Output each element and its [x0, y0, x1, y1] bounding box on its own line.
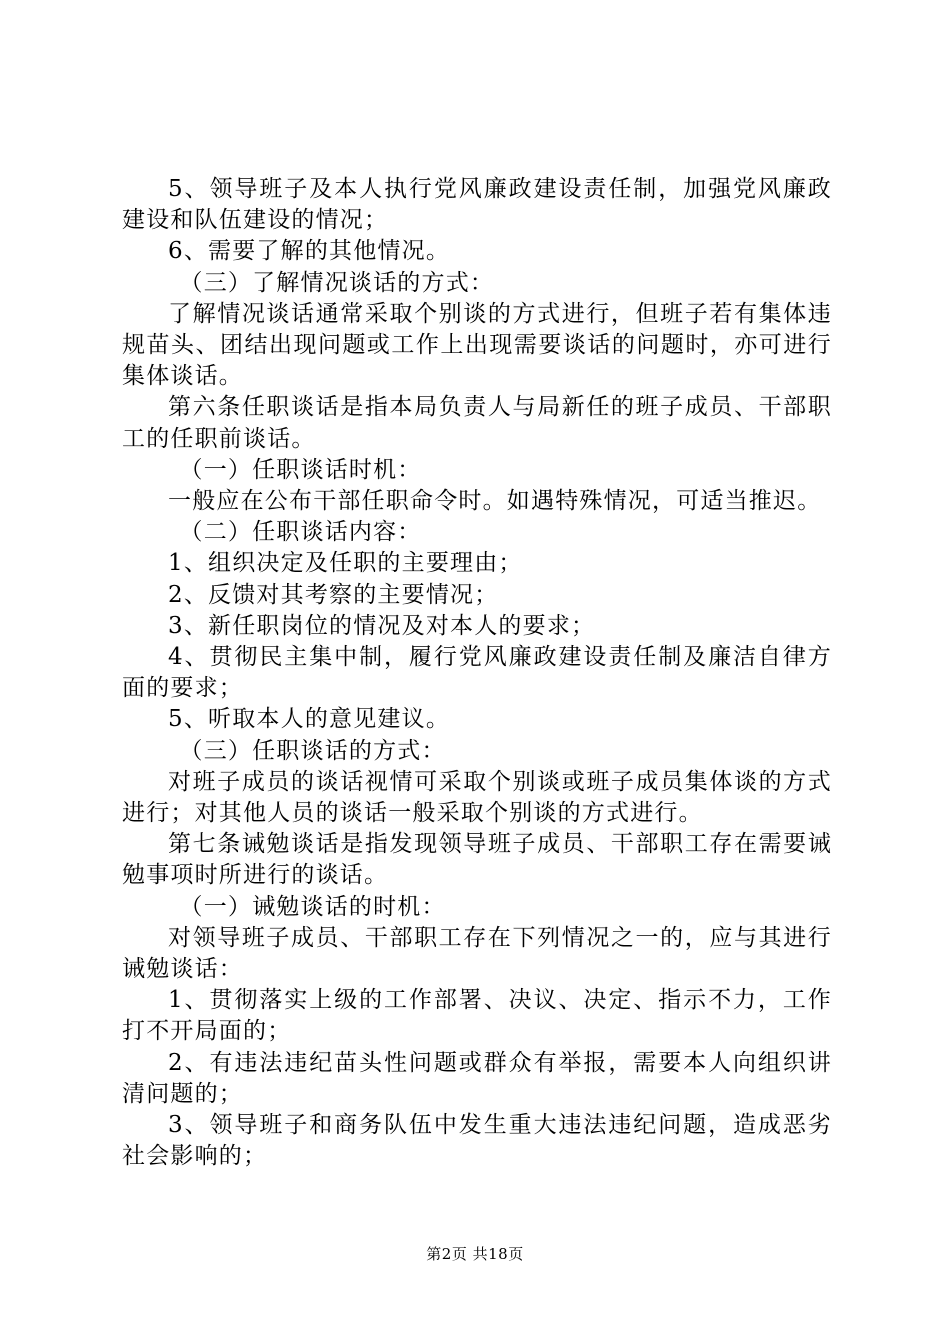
paragraph: 6、需要了解的其他情况。: [168, 238, 451, 265]
list-item: 1、组织决定及任职的主要理由；: [168, 550, 523, 577]
section-heading: （三）任职谈话的方式：: [179, 737, 446, 764]
document-body: [122, 174, 832, 1173]
list-item: 2、反馈对其考察的主要情况；: [168, 581, 499, 608]
paragraph: 对班子成员的谈话视情可采取个别谈或班子成员集体谈的方式进行；对其他人员的谈话一般采取个别谈的方式进行。: [122, 768, 832, 827]
page-number: 第2页 共18页: [426, 1245, 524, 1263]
list-item: 3、领导班子和商务队伍中发生重大违法违纪问题，造成恶劣社会影响的；: [122, 1112, 832, 1170]
paragraph: 一般应在公布干部任职命令时。如遇特殊情况，可适当推迟。: [168, 488, 822, 515]
list-item: 1、贯彻落实上级的工作部署、决议、决定、指示不力，工作打不开局面的；: [122, 987, 832, 1045]
article-paragraph: 第六条任职谈话是指本局负责人与局新任的班子成员、干部职工的任职前谈话。: [122, 394, 832, 452]
section-heading: （二）任职谈话内容：: [179, 519, 422, 546]
page-footer: [0, 1244, 950, 1264]
list-item: 3、新任职岗位的情况及对本人的要求；: [168, 612, 596, 639]
list-item: 2、有违法违纪苗头性问题或群众有举报，需要本人向组织讲清问题的；: [122, 1049, 832, 1107]
list-item: 5、听取本人的意见建议。: [168, 706, 451, 733]
article-paragraph: 第七条诫勉谈话是指发现领导班子成员、干部职工存在需要诫勉事项时所进行的谈话。: [122, 831, 832, 889]
section-heading: （一）诫勉谈话的时机：: [179, 893, 446, 920]
paragraph: 对领导班子成员、干部职工存在下列情况之一的，应与其进行诫勉谈话：: [122, 924, 832, 983]
section-heading: （三）了解情况谈话的方式：: [179, 269, 495, 296]
paragraph: 5、领导班子及本人执行党风廉政建设责任制，加强党风廉政建设和队伍建设的情况；: [122, 176, 832, 234]
list-item: 4、贯彻民主集中制，履行党风廉政建设责任制及廉洁自律方面的要求；: [122, 644, 832, 702]
paragraph: 了解情况谈话通常采取个别谈的方式进行，但班子若有集体违规苗头、团结出现问题或工作上出现需要谈话的问题时，亦可进行集体谈话。: [122, 300, 832, 390]
section-heading: （一）任职谈话时机：: [179, 456, 422, 483]
